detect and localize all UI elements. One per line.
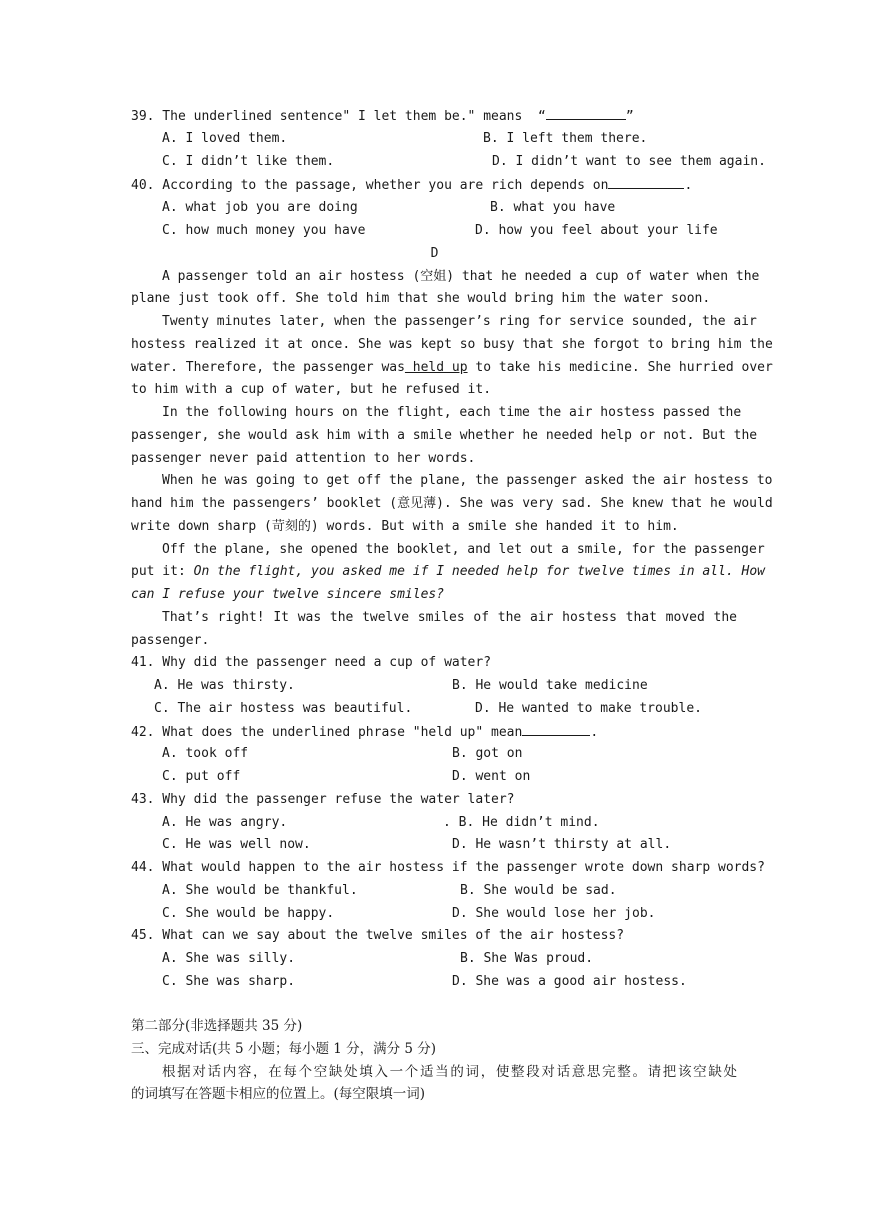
instruction-line: 的词填写在答题卡相应的位置上。(每空限填一词) — [131, 1086, 426, 1102]
passage-heading: D — [430, 246, 439, 261]
passage-line: passenger. — [131, 633, 210, 648]
q44-option-a: A. She would be thankful. — [162, 883, 358, 898]
q44-option-d: D. She would lose her job. — [452, 906, 656, 921]
passage-line: passenger never paid attention to her words. — [131, 451, 476, 466]
instruction-line: 根据对话内容，在每个空缺处填入一个适当的词，使整段对话意思完整。请把该空缺处 — [162, 1064, 737, 1080]
q39-option-d: D. I didn’t want to see them again. — [492, 154, 766, 169]
q39-stem-end: ” — [625, 109, 634, 124]
q40-option-c: C. how much money you have — [162, 223, 366, 238]
answer-blank — [546, 107, 626, 120]
passage-line: When he was going to get off the plane, the passenger asked the air hostess to — [162, 473, 773, 488]
q43-option-d: D. He wasn’t thirsty at all. — [452, 837, 672, 852]
q39-stem-text: 39. The underlined sentence" I let them be." means “ — [131, 109, 546, 124]
q41-option-c: C. The air hostess was beautiful. — [154, 701, 413, 716]
passage-line: Twenty minutes later, when the passenger’s ring for service sounded, the air — [162, 314, 757, 329]
q45-stem: 45. What can we say about the twelve smiles of the air hostess? — [131, 928, 625, 943]
q40-option-a: A. what job you are doing — [162, 200, 358, 215]
part-two-title: 第二部分(非选择题共 35 分) — [131, 1018, 303, 1034]
passage-line — [131, 563, 765, 583]
q45-option-c: C. She was sharp. — [162, 974, 296, 989]
passage-line: write down sharp (苛刻的) words. But with a smile she handed it to him. — [131, 519, 679, 534]
passage-line: A passenger told an air hostess (空姐) that he needed a cup of water when the — [162, 269, 760, 284]
passage-line: That’s right! It was the twelve smiles of the air hostess that moved the — [162, 610, 737, 625]
q41-option-a: A. He was thirsty. — [154, 678, 295, 693]
passage-line: hand him the passengers’ booklet (意见薄). She was very sad. She knew that he would — [131, 496, 773, 511]
q42-option-a: A. took off — [162, 746, 249, 761]
italic-quote: can I refuse your twelve sincere smiles? — [131, 587, 445, 602]
q43-option-c: C. He was well now. — [162, 837, 311, 852]
passage-line: to him with a cup of water, but he refused it. — [131, 382, 492, 397]
q40-stem — [131, 176, 737, 196]
passage-line: hostess realized it at once. She was kept so busy that she forgot to bring him the — [131, 337, 773, 352]
underlined-phrase: held up — [404, 360, 468, 375]
passage-text: put it: — [131, 564, 194, 579]
passage-line: plane just took off. She told him that she would bring him the water soon. — [131, 291, 711, 306]
passage-line — [131, 359, 773, 379]
q42-option-b: B. got on — [452, 746, 523, 761]
section-three-title: 三、完成对话(共 5 小题；每小题 1 分，满分 5 分) — [131, 1041, 437, 1057]
q43-option-b: . B. He didn’t mind. — [443, 815, 600, 830]
q39-stem — [131, 107, 737, 127]
passage-line: Off the plane, she opened the booklet, and let out a smile, for the passenger — [162, 542, 765, 557]
q41-option-b: B. He would take medicine — [452, 678, 648, 693]
q42-stem-text: 42. What does the underlined phrase "held up" mean — [131, 725, 523, 740]
q39-option-b: B. I left them there. — [483, 131, 648, 146]
italic-quote: On the flight, you asked me if I needed help for twelve times in all. How — [193, 564, 765, 579]
q39-option-a: A. I loved them. — [162, 131, 288, 146]
q40-stem-text: 40. According to the passage, whether you are rich depends on — [131, 178, 609, 193]
q40-stem-end: . — [684, 178, 693, 193]
q41-stem: 41. Why did the passenger need a cup of water? — [131, 655, 492, 670]
q43-option-a: A. He was angry. — [162, 815, 288, 830]
q42-stem — [131, 723, 737, 743]
passage-line: In the following hours on the flight, each time the air hostess passed the — [162, 405, 742, 420]
passage-line: passenger, she would ask him with a smile whether he needed help or not. But the — [131, 428, 758, 443]
q39-option-c: C. I didn’t like them. — [162, 154, 335, 169]
q42-option-d: D. went on — [452, 769, 531, 784]
q45-option-b: B. She Was proud. — [460, 951, 594, 966]
answer-blank — [608, 176, 684, 189]
passage-text: to take his medicine. She hurried over — [467, 360, 773, 375]
q42-option-c: C. put off — [162, 769, 241, 784]
q41-option-d: D. He wanted to make trouble. — [475, 701, 702, 716]
q42-stem-end: . — [590, 725, 599, 740]
q44-stem: 44. What would happen to the air hostess if the passenger wrote down sharp words? — [131, 860, 765, 875]
answer-blank — [522, 723, 590, 736]
q44-option-b: B. She would be sad. — [460, 883, 617, 898]
q40-option-d: D. how you feel about your life — [475, 223, 718, 238]
q45-option-d: D. She was a good air hostess. — [452, 974, 687, 989]
passage-text: water. Therefore, the passenger was — [131, 360, 405, 375]
q40-option-b: B. what you have — [490, 200, 616, 215]
q43-stem: 43. Why did the passenger refuse the water later? — [131, 792, 515, 807]
q45-option-a: A. She was silly. — [162, 951, 296, 966]
q44-option-c: C. She would be happy. — [162, 906, 335, 921]
